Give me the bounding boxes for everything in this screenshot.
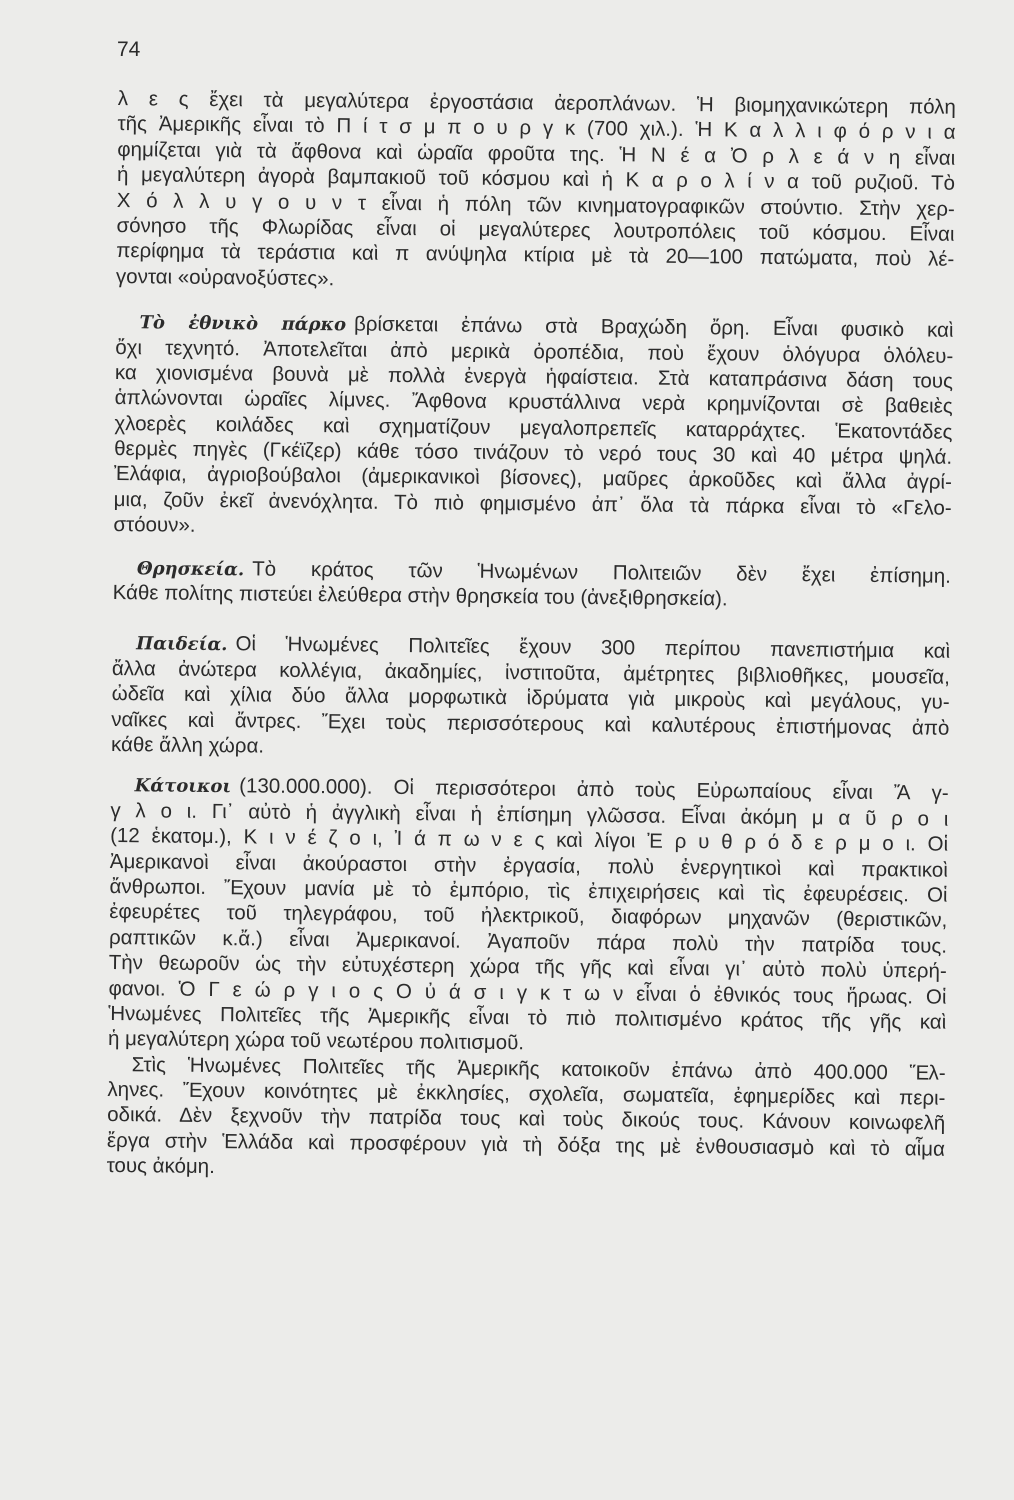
section-heading: Παιδεία. xyxy=(136,633,228,656)
line-text: ἁπλώνονται ὡραῖες λίμνες. Ἄφθονα κρυστάλλινα νερὰ κρημνίζονται σὲ βαθειὲς xyxy=(114,386,953,419)
line-text: σόνησο τῆς Φλωρίδας εἶναι οἱ μεγαλύτερες λουτροπόλεις τοῦ κόσμου. Εἶναι xyxy=(116,213,955,246)
line-text: Ἡνωμένες Πολιτεῖες τῆς Ἀμερικῆς εἶναι τὸ πιὸ πολιτισμένο κράτος τῆς γῆς καὶ xyxy=(108,1001,947,1034)
section-heading: Τὸ ἐθνικὸ πάρκο xyxy=(139,312,347,336)
line-text: φανοι. Ὁ Γ ε ώ ρ γ ι ο ς Ο ὐ ά σ ι γ κ τ ω ν εἶναι ὁ ἐθνικός τους ἥρωας. Οἱ xyxy=(108,976,947,1009)
line-text: Τὸ κράτος τῶν Ἡνωμένων Πολιτειῶν δὲν ἔχει ἐπίσημη. xyxy=(252,557,952,588)
line-text: περίφημα τὰ τεράστια καὶ π ανύψηλα κτίρια μὲ τὰ 20—100 πατώματα, ποὺ λέ- xyxy=(116,239,955,272)
line-text: Ἐλάφια, ἀγριοβούβαλοι (ἀμερικανικοὶ βίσονες), μαῦρες ἀρκοῦδες καὶ ἄλλα ἀγρί- xyxy=(113,462,953,495)
paragraph xyxy=(116,86,956,298)
line-text: θερμὲς πηγὲς (Γκέϊζερ) κάθε τόσο τινάζουν τὸ νερό τους 30 καὶ 40 μέτρα ψηλά. xyxy=(114,437,953,469)
line-text: ὠδεῖα καὶ χίλια δύο ἄλλα μορφωτικὰ ἱδρύματα γιὰ μικροὺς καὶ μεγάλους, γυ- xyxy=(111,682,950,714)
line-text: κάθε ἄλλη χώρα. xyxy=(110,732,265,758)
line-text: μια, ζοῦν ἐκεῖ ἀνενόχλητα. Τὸ πιὸ φημισμένο ἀπ᾿ ὅλα τὰ πάρκα εἶναι τὸ «Γελο- xyxy=(113,487,952,520)
line-text: φημίζεται γιὰ τὰ ἄφθονα καὶ ὡραῖα φροῦτα της. Ἡ Ν έ α Ὀ ρ λ ε ά ν η εἶναι xyxy=(117,137,956,170)
line-text: στόουν». xyxy=(113,513,196,538)
line-text: Χ ό λ λ υ γ ο υ ν τ εἶναι ἡ πόλη τῶν κινηματογραφικῶν στούντιο. Στὴν χερ- xyxy=(116,188,955,221)
paragraph xyxy=(107,1052,946,1188)
line-text: ἔργα στὴν Ἑλλάδα καὶ προσφέρουν γιὰ τὴ δόξα της μὲ ἐνθουσιασμὸ καὶ τὸ αἷμα xyxy=(106,1128,946,1161)
line-text: ὄχι τεχνητό. Ἀποτελεῖται ἀπὸ μερικὰ ὀροπέδια, ποὺ ἔχουν ὁλόγυρα ὁλόλευ- xyxy=(115,335,954,368)
line-text: ἡ μεγαλύτερη χώρα τοῦ νεωτέρου πολιτισμοῦ. xyxy=(107,1027,525,1055)
line-text: ἄλλα ἀνώτερα κολλέγια, ἀκαδημίες, ἰνστιτοῦτα, ἀμέτρητες βιβλιοθῆκες, μουσεῖα, xyxy=(111,656,950,689)
paragraph xyxy=(108,772,949,1060)
line-text: οδικά. Δὲν ξεχνοῦν τὴν πατρίδα τους καὶ τοὺς δικούς τους. Κάνουν κοινωφελῆ xyxy=(107,1103,946,1136)
line-text: ἐφευρέτες τοῦ τηλεγράφου, τοῦ ἠλεκτρικοῦ, διαφόρων μηχανῶν (θεριστικῶν, xyxy=(109,900,948,933)
line-text: (12 ἑκατομ.), Κ ι ν έ ζ ο ι, Ἰ ά π ω ν ε ς καὶ λίγοι Ἐ ρ υ θ ρ ό δ ε ρ μ ο ι. Οἱ xyxy=(110,824,949,856)
section-heading: Θρησκεία. xyxy=(136,557,245,580)
section-heading: Κάτοικοι xyxy=(134,775,232,798)
line-text: κα χιονισμένα βουνὰ μὲ πολλὰ ἐνεργὰ ἡφαίστεια. Στὰ καταπράσινα δάση τους xyxy=(114,360,954,393)
line-text: Κάθε πολίτης πιστεύει ἐλεύθερα στὴν θρησκεία του (ἀνεξιθρησκεία). xyxy=(112,581,728,611)
paragraph xyxy=(111,630,950,766)
paragraph xyxy=(113,309,953,546)
line-text: ναῖκες καὶ ἄντρες. Ἔχει τοὺς περισσότερους καὶ καλυτέρους ἐπιστήμονας ἀπὸ xyxy=(111,707,950,740)
page-number: 74 xyxy=(117,38,141,61)
line-text: ραπτικῶν κ.ἄ.) εἶναι Ἀμερικανοί. Ἀγαποῦν πάρα πολὺ τὴν πατρίδα τους. xyxy=(108,925,948,958)
line-text: Ἀμερικανοὶ εἶναι ἀκούραστοι στὴν ἐργασία, πολὺ ἐνεργητικοὶ καὶ πρακτικοὶ xyxy=(109,849,948,882)
line-text: τους ἀκόμη. xyxy=(106,1154,215,1179)
line-text: Τὴν θεωροῦν ὡς τὴν εὐτυχέστερη χώρα τῆς γῆς καὶ εἶναι γι᾿ αὐτὸ πολὺ ὑπερή- xyxy=(108,951,947,983)
paragraph xyxy=(113,555,951,615)
line-text: Οἱ Ἡνωμένες Πολιτεῖες ἔχουν 300 περίπου πανεπιστήμια καὶ xyxy=(235,632,951,664)
line-text: ληνες. Ἔχουν κοινότητες μὲ ἐκκλησίες, σχολεῖα, σωματεῖα, ἐφημερίδες καὶ περι- xyxy=(107,1078,946,1110)
line-text: ἡ μεγαλύτερη ἀγορὰ βαμπακιοῦ τοῦ κόσμου καὶ ἡ Κ α ρ ο λ ί ν α τοῦ ρυζιοῦ. Τὸ xyxy=(116,163,956,195)
line-text: χλοερὲς κοιλάδες καὶ σχηματίζουν μεγαλοπρεπεῖς καταρράχτες. Ἑκατοντάδες xyxy=(114,411,953,444)
line-text: βρίσκεται ἐπάνω στὰ Βραχώδη ὄρη. Εἶναι φυσικὸ καὶ xyxy=(353,312,954,342)
line-text: Στὶς Ἡνωμένες Πολιτεῖες τῆς Ἀμερικῆς κατοικοῦν ἐπάνω ἀπὸ 400.000 Ἕλ- xyxy=(131,1052,946,1085)
line-text: γονται «οὐρανοξύστες». xyxy=(115,264,335,291)
page-body xyxy=(107,86,956,1187)
line-text: ἄνθρωποι. Ἔχουν μανία μὲ τὸ ἐμπόριο, τὶς ἐπιχειρήσεις καὶ τὶς ἐφευρέσεις. Οἱ xyxy=(109,874,948,907)
line-text: γ λ ο ι. Γι᾿ αὐτὸ ἡ ἀγγλικὴ εἶναι ἡ ἐπίσημη γλῶσσα. Εἶναι ἀκόμη μ α ῦ ρ ο ι xyxy=(110,798,949,831)
line-text: λ ε ς ἔχει τὰ μεγαλύτερα ἐργοστάσια ἀεροπλάνων. Ἡ βιομηχανικώτερη πόλη xyxy=(117,86,956,119)
line-text: (130.000.000). Οἱ περισσότεροι ἀπὸ τοὺς Εὐρωπαίους εἶναι Ἄ γ- xyxy=(239,774,949,806)
line-text: τῆς Ἀμερικῆς εἶναι τὸ Π ί τ σ μ π ο υ ρ γ κ (700 χιλ.). Ἡ Κ α λ λ ι φ ό ρ ν ι α xyxy=(117,112,956,145)
